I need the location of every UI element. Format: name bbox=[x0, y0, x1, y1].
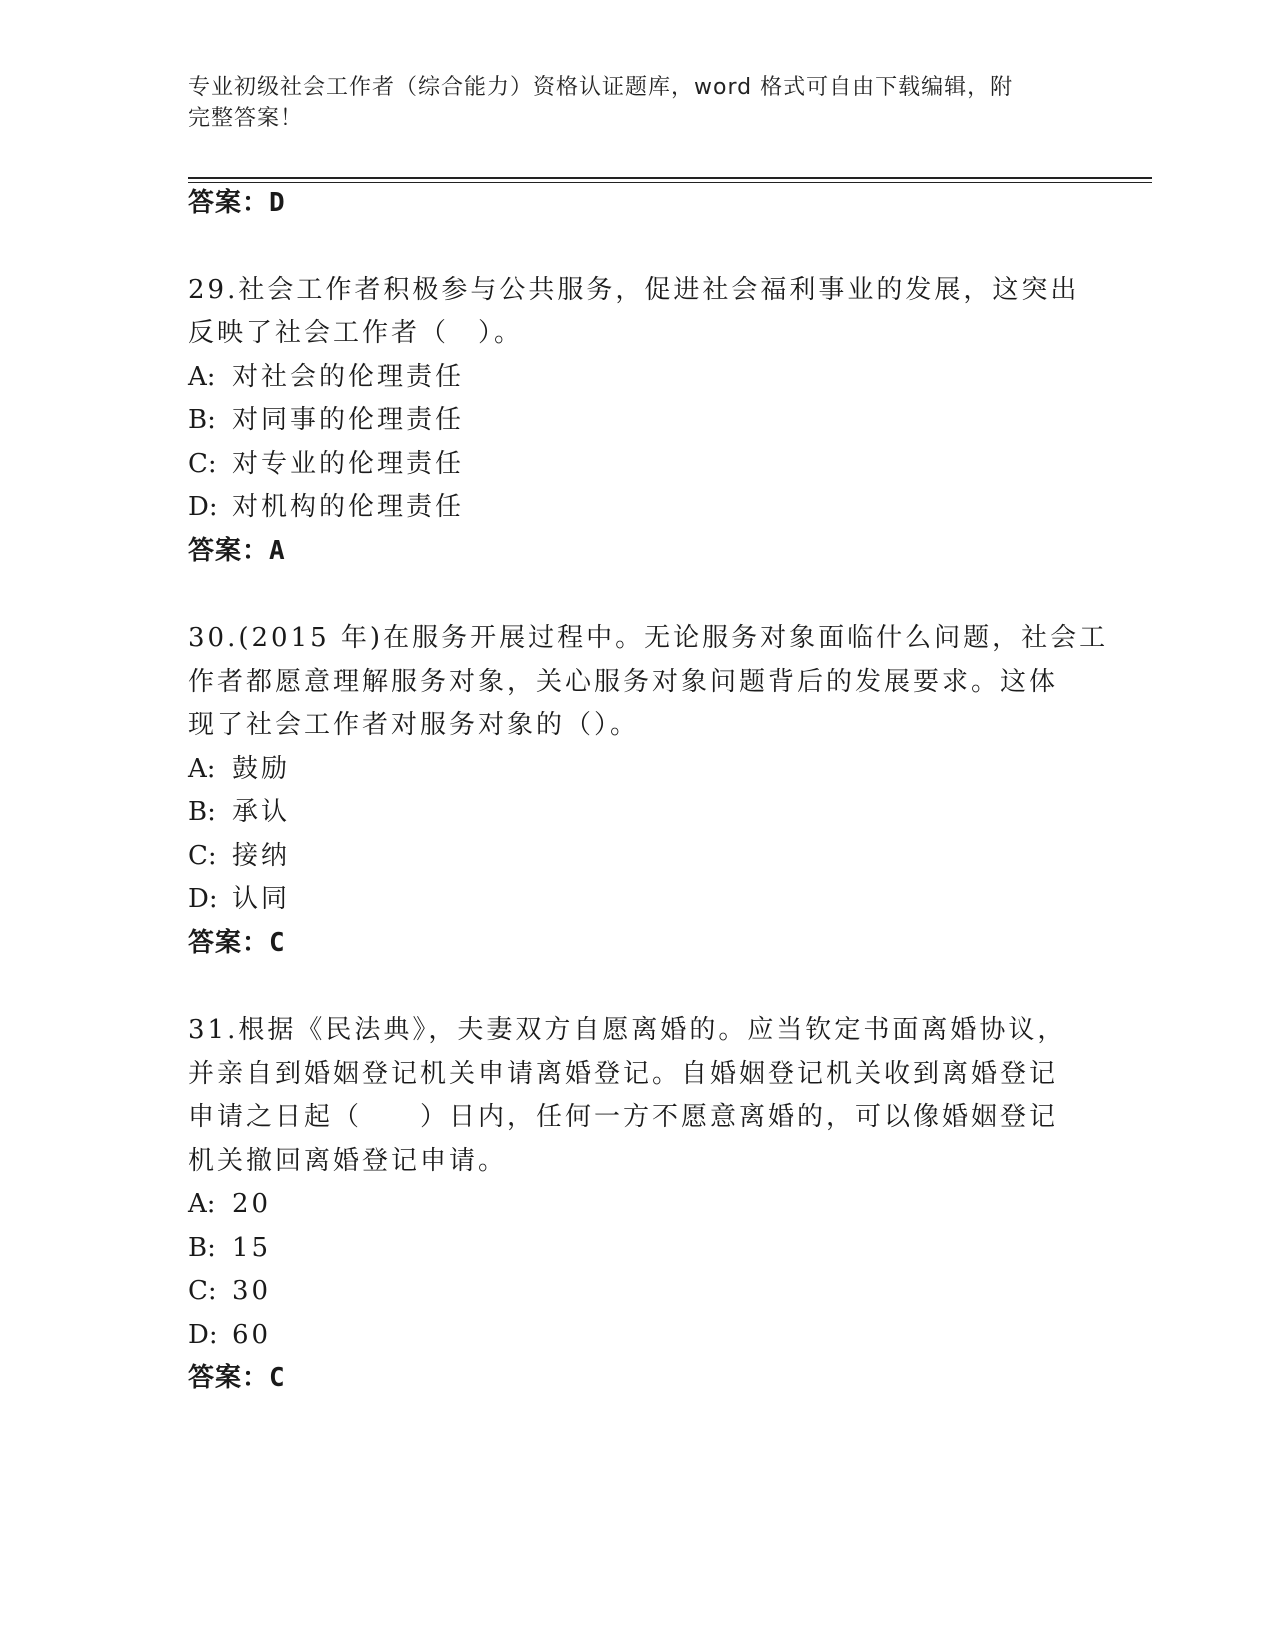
option-b bbox=[188, 1231, 271, 1265]
answer: 答案：C bbox=[188, 1363, 286, 1393]
option-label: C: bbox=[188, 1276, 217, 1306]
option-label: C: bbox=[188, 449, 217, 479]
option-text: 对机构的伦理责任 bbox=[232, 492, 465, 522]
option-c bbox=[188, 839, 290, 873]
option-d bbox=[188, 882, 290, 916]
question-text-line: 作者都愿意理解服务对象，关心服务对象问题背后的发展要求。这体 bbox=[188, 667, 1059, 697]
option-c bbox=[188, 447, 464, 481]
option-label: B: bbox=[188, 797, 216, 827]
option-a bbox=[188, 1187, 271, 1221]
option-label: A: bbox=[188, 1189, 216, 1219]
header-divider bbox=[188, 177, 1152, 179]
option-d bbox=[188, 490, 464, 524]
option-text: 接纳 bbox=[232, 841, 291, 871]
option-d bbox=[188, 1318, 271, 1352]
option-label: A: bbox=[188, 362, 216, 392]
question-text-line: 申请之日起（ ）日内，任何一方不愿意离婚的，可以像婚姻登记 bbox=[188, 1102, 1059, 1132]
question-text-line: 机关撤回离婚登记申请。 bbox=[188, 1146, 508, 1176]
option-label: A: bbox=[188, 754, 216, 784]
option-text: 对社会的伦理责任 bbox=[232, 362, 465, 392]
option-text: 15 bbox=[232, 1233, 272, 1263]
question-text-line: 30.(2015 年)在服务开展过程中。无论服务对象面临什么问题，社会工 bbox=[188, 623, 1109, 653]
option-label: B: bbox=[188, 405, 216, 435]
answer: 答案：C bbox=[188, 928, 286, 958]
option-label: B: bbox=[188, 1233, 216, 1263]
question-text-line: 29.社会工作者积极参与公共服务，促进社会福利事业的发展，这突出 bbox=[188, 275, 1080, 305]
option-b bbox=[188, 403, 464, 437]
option-a bbox=[188, 360, 464, 394]
option-text: 60 bbox=[232, 1320, 272, 1350]
header-divider-thin bbox=[188, 182, 1152, 183]
option-b bbox=[188, 795, 290, 829]
answer: 答案：A bbox=[188, 536, 286, 566]
option-text: 承认 bbox=[232, 797, 291, 827]
option-text: 认同 bbox=[232, 884, 291, 914]
option-a bbox=[188, 752, 290, 786]
question-text-line: 反映了社会工作者（ ）。 bbox=[188, 318, 524, 348]
option-text: 20 bbox=[232, 1189, 272, 1219]
option-label: C: bbox=[188, 841, 217, 871]
option-label: D: bbox=[188, 1320, 218, 1350]
question-text-line: 31.根据《民法典》，夫妻双方自愿离婚的。应当钦定书面离婚协议， bbox=[188, 1015, 1067, 1045]
question-text-line: 现了社会工作者对服务对象的（）。 bbox=[188, 710, 640, 740]
header-line-1: 专业初级社会工作者（综合能力）资格认证题库，word 格式可自由下载编辑，附 bbox=[188, 75, 1014, 100]
page-header bbox=[188, 72, 1068, 134]
option-text: 对专业的伦理责任 bbox=[232, 449, 465, 479]
option-label: D: bbox=[188, 884, 218, 914]
option-text: 鼓励 bbox=[232, 754, 291, 784]
previous-answer: 答案：D bbox=[188, 188, 286, 218]
option-text: 对同事的伦理责任 bbox=[232, 405, 465, 435]
option-c bbox=[188, 1274, 271, 1308]
header-line-2: 完整答案！ bbox=[188, 106, 304, 131]
question-text-line: 并亲自到婚姻登记机关申请离婚登记。自婚姻登记机关收到离婚登记 bbox=[188, 1059, 1059, 1089]
option-label: D: bbox=[188, 492, 218, 522]
option-text: 30 bbox=[232, 1276, 272, 1306]
